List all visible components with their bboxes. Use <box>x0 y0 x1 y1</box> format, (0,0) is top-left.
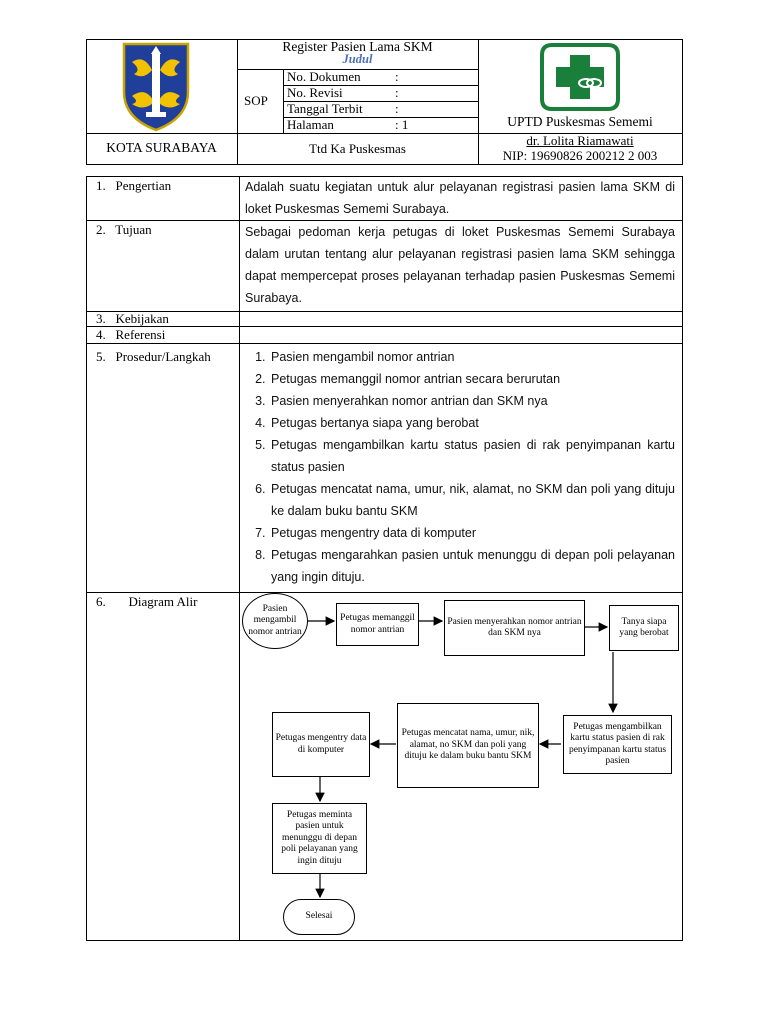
step-item: 3. Pasien menyerahkan nomor antrian dan SKM nya <box>269 390 675 412</box>
flow-node: Tanya siapa yang berobat <box>609 605 679 651</box>
city-name: KOTA SURABAYA <box>106 140 217 155</box>
label-diagram: 6. Diagram Alir <box>96 594 198 609</box>
flow-node: Petugas mencatat nama, umur, nik, alamat, no SKM dan poli yang dituju ke dalam buku bantu SKM <box>397 703 539 788</box>
meta-label-dokumen: No. Dokumen <box>287 69 361 84</box>
meta-value-dokumen: : <box>395 69 399 84</box>
signature-label: Ttd Ka Puskesmas <box>309 141 406 156</box>
pengertian-text: Adalah suatu kegiatan untuk alur pelayanan registrasi pasien lama SKM di loket Puskesmas Sememi Surabaya. <box>245 180 675 216</box>
flow-node: Petugas memanggil nomor antrian <box>336 603 419 646</box>
step-item: 5. Petugas mengambilkan kartu status pasien di rak penyimpanan kartu status pasien <box>269 434 675 478</box>
institution-name: UPTD Puskesmas Sememi <box>507 114 653 129</box>
label-referensi: 4. Referensi <box>96 327 166 342</box>
head-name: dr. Lolita Riamawati <box>526 133 634 148</box>
label-kebijakan: 3. Kebijakan <box>96 311 169 326</box>
flow-node-end: Selesai <box>283 899 355 935</box>
sop-subtitle: Judul <box>342 52 373 66</box>
step-item: 8. Petugas mengarahkan pasien untuk menunggu di depan poli pelayanan yang ingin dituju. <box>269 544 675 588</box>
meta-value-halaman: : 1 <box>395 117 409 132</box>
flow-node: Petugas mengentry data di komputer <box>272 712 370 777</box>
sop-title: Register Pasien Lama SKM <box>282 39 433 54</box>
label-prosedur: 5. Prosedur/Langkah <box>96 349 211 364</box>
step-item: 4. Petugas bertanya siapa yang berobat <box>269 412 675 434</box>
label-pengertian: 1. Pengertian <box>96 178 172 193</box>
flow-node: Pasien menyerahkan nomor antrian dan SKM nya <box>444 600 585 656</box>
tujuan-text: Sebagai pedoman kerja petugas di loket Puskesmas Sememi Surabaya dalam urutan tentang alur pelayanan registrasi pasien lama SKM sehingga dapat mempercepat proses pelayanan terhadap pasien Puskesmas Sememi Surabaya. <box>245 225 675 305</box>
meta-label-revisi: No. Revisi <box>287 85 343 100</box>
meta-label-terbit: Tanggal Terbit <box>287 101 363 116</box>
meta-label-halaman: Halaman <box>287 117 334 132</box>
step-item: 6. Petugas mencatat nama, umur, nik, alamat, no SKM dan poli yang dituju ke dalam buku bantu SKM <box>269 478 675 522</box>
step-item: 2. Petugas memanggil nomor antrian secara berurutan <box>269 368 675 390</box>
step-item: 1. Pasien mengambil nomor antrian <box>269 346 675 368</box>
flow-node: Petugas mengambilkan kartu status pasien di rak penyimpanan kartu status pasien <box>563 715 672 774</box>
meta-value-revisi: : <box>395 85 399 100</box>
sop-label: SOP <box>244 93 268 108</box>
head-nip: NIP: 19690826 200212 2 003 <box>502 148 658 163</box>
label-tujuan: 2. Tujuan <box>96 222 152 237</box>
flow-node: Petugas meminta pasien untuk menunggu di depan poli pelayanan yang ingin dituju <box>272 803 367 874</box>
meta-value-terbit: : <box>395 101 399 116</box>
step-item: 7. Petugas mengentry data di komputer <box>269 522 675 544</box>
flow-node-start: Pasien mengambil nomor antrian <box>242 593 308 649</box>
